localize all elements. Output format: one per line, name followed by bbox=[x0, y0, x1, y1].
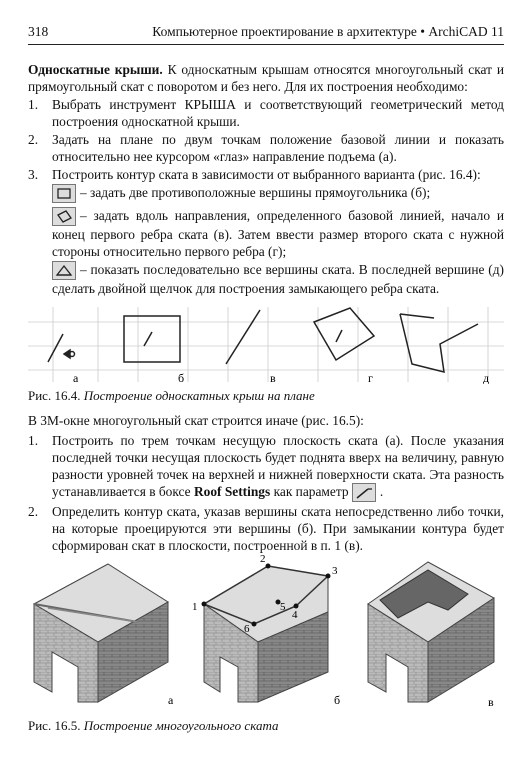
polygon-method-icon bbox=[52, 261, 76, 280]
option-text: – показать последовательно все вершины ската. В последней вершине (д) сделать двойной щелчок для построения замыкающего ребра ската. bbox=[52, 262, 504, 297]
roof-pitch-icon bbox=[352, 483, 376, 502]
item-number: 2. bbox=[28, 504, 39, 519]
label-d: д bbox=[483, 371, 490, 384]
figure-16-4 bbox=[28, 302, 504, 384]
intro-bold: Односкатные крыши. bbox=[28, 62, 163, 77]
list-item bbox=[28, 503, 504, 554]
label-a: а bbox=[73, 371, 79, 384]
point-4: 4 bbox=[292, 609, 298, 621]
option-rotated bbox=[52, 207, 504, 260]
caption-prefix: Рис. 16.5. bbox=[28, 718, 81, 733]
caption-prefix: Рис. 16.4. bbox=[28, 388, 81, 403]
caption-title: Построение многоугольного ската bbox=[83, 718, 279, 733]
rotated-rectangle-method-icon bbox=[52, 207, 76, 226]
roof-settings-name: Roof Settings bbox=[193, 484, 271, 499]
item-text: Определить контур ската, указав вершины ската непосредственно либо точки, на которые проецируются эти вершины (б). При замыкании контура будет сформирован скат в плоскости, построенной в п. 1 (в). bbox=[52, 504, 504, 553]
page-number: 318 bbox=[28, 24, 49, 39]
option-text: – задать вдоль направления, определенного базовой линией, начало и конец первого ребра ската (в). Затем ввести размер второго ската с нужной стороны относительно первого ребра (г); bbox=[52, 208, 504, 260]
plan-d bbox=[400, 314, 478, 372]
option-text: – задать две противоположные вершины прямоугольника (б); bbox=[80, 185, 431, 200]
item-text-a: Построить по трем точкам несущую плоскость ската (а). После указания последней точки несущая плоскость будет поднята вверх на величину, равную разности уровней точек на верхней и нижней поверхности ската. Эта разность устанавливается в боксе bbox=[52, 433, 504, 499]
list-item bbox=[28, 131, 504, 165]
building-b bbox=[192, 553, 338, 702]
item-text: Задать на плане по двум точкам положение базовой линии и показать относительно нее курсором «глаз» направление подъема (а). bbox=[52, 132, 504, 164]
label-g: г bbox=[368, 371, 373, 384]
plan-g bbox=[314, 308, 374, 360]
item-number: 2. bbox=[28, 132, 39, 147]
label-a: а bbox=[168, 693, 174, 707]
item-text-b: как параметр bbox=[270, 484, 349, 499]
label-v: в bbox=[488, 695, 494, 709]
item-text bbox=[52, 432, 504, 502]
label-b: б bbox=[334, 693, 341, 707]
point-3: 3 bbox=[332, 565, 338, 577]
item-text: Выбрать инструмент КРЫША и соответствующий геометрический метод построения односкатной крыши. bbox=[52, 97, 504, 129]
item-number: 1. bbox=[28, 433, 39, 448]
running-header bbox=[28, 22, 504, 45]
list-item bbox=[28, 166, 504, 183]
building-v bbox=[368, 562, 494, 702]
option-rectangle bbox=[52, 184, 504, 203]
intro-text: К односкатным крышам относятся многоугольный скат и прямоугольный скат с поворотом и без него. Для их построения необходимо: bbox=[28, 62, 504, 94]
label-v: в bbox=[270, 371, 276, 384]
point-5: 5 bbox=[280, 601, 286, 613]
figure-16-5 bbox=[28, 552, 504, 712]
label-b: б bbox=[178, 371, 185, 384]
list-item bbox=[28, 96, 504, 130]
plan-v bbox=[226, 310, 260, 364]
intro-paragraph bbox=[28, 61, 504, 95]
figure-caption bbox=[28, 388, 315, 404]
point-1: 1 bbox=[192, 601, 198, 613]
paragraph-3d: В 3М-окне многоугольный скат строится иначе (рис. 16.5): bbox=[28, 413, 364, 428]
running-title: Компьютерное проектирование в архитектуре • ArchiCAD 11 bbox=[152, 24, 504, 39]
plan-a bbox=[48, 334, 75, 362]
building-a bbox=[34, 564, 168, 702]
point-6: 6 bbox=[244, 623, 250, 635]
item-text-tail: . bbox=[379, 484, 384, 499]
item-number: 3. bbox=[28, 167, 39, 182]
rectangle-method-icon bbox=[52, 184, 76, 203]
item-text: Построить контур ската в зависимости от выбранного варианта (рис. 16.4): bbox=[52, 167, 481, 182]
item-number: 1. bbox=[28, 97, 39, 112]
point-2: 2 bbox=[260, 553, 266, 565]
list-item bbox=[28, 432, 504, 502]
plan-b bbox=[124, 316, 180, 362]
caption-title: Построение односкатных крыш на плане bbox=[83, 388, 315, 403]
option-polygon bbox=[52, 261, 504, 297]
figure-caption bbox=[28, 718, 279, 734]
